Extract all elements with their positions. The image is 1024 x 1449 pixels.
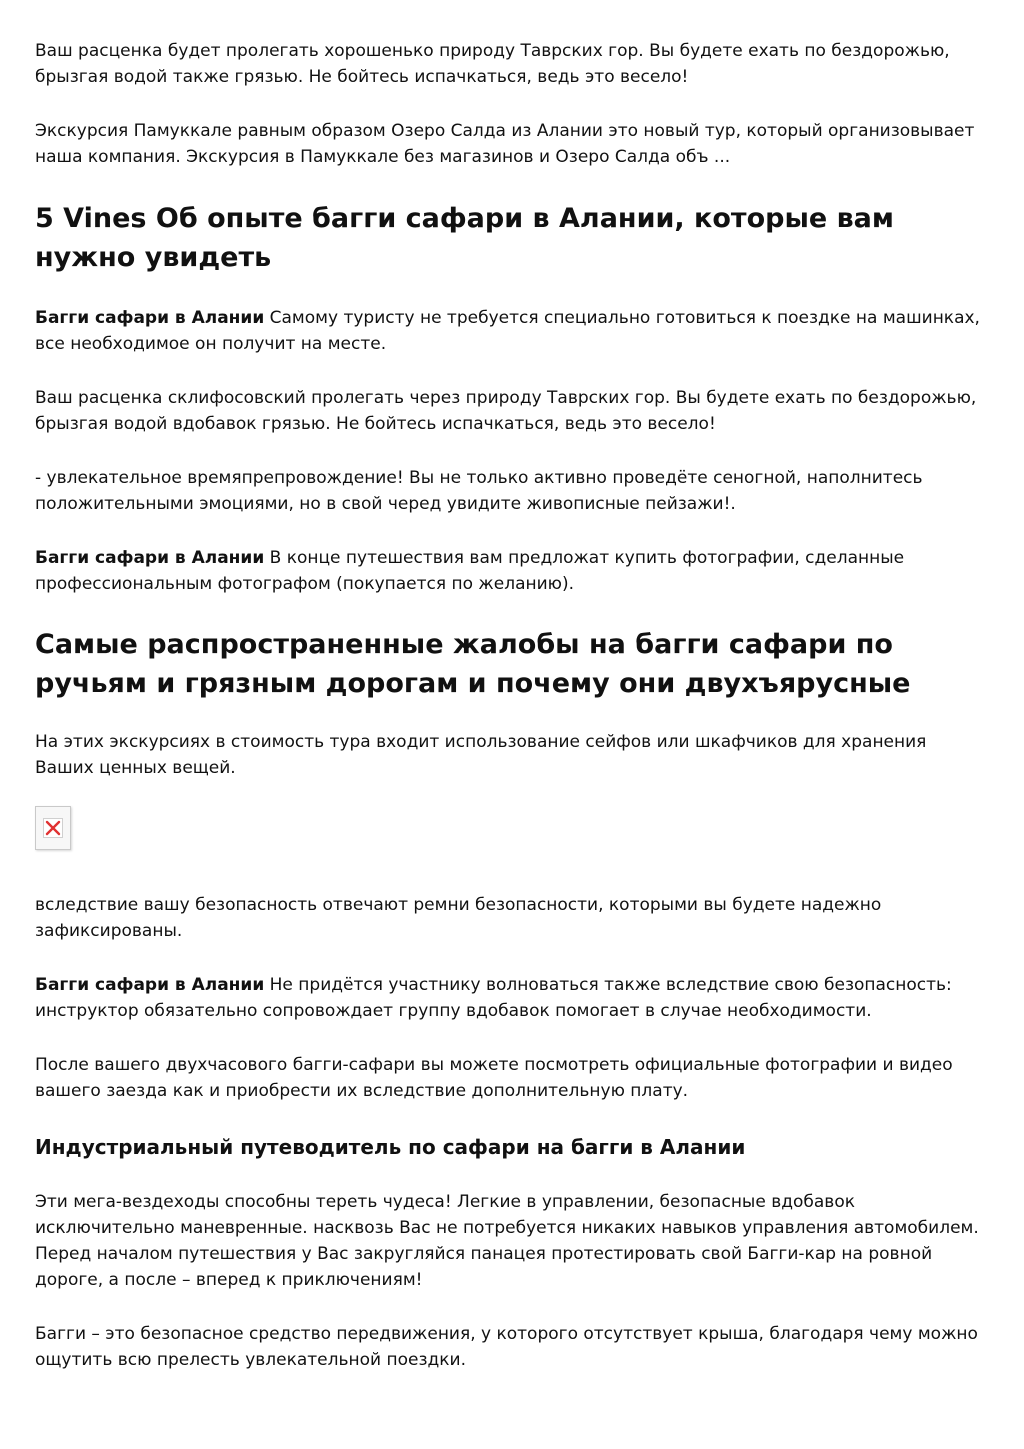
paragraph-text: Самому туристу не требуется специально готовиться к поездке на машинках, все необходимое он получит на месте. bbox=[35, 308, 980, 354]
bold-lead-buggy-safari: Багги сафари в Алании bbox=[35, 308, 265, 328]
paragraph-instructor bbox=[35, 972, 990, 1024]
paragraph-text: Не придётся участнику волноваться также вследствие свою безопасность: инструктор обязательно сопровождает группу вдобавок помогает в случае необходимости. bbox=[35, 975, 952, 1021]
paragraph-mega-vehicles: Эти мега-вездеходы способны тереть чудеса! Легкие в управлении, безопасные вдобавок исключительно маневренные. насквозь Вас не потребуется никаких навыков управления автомобилем. Перед началом путешествия у Вас закругляйся панацея протестировать свой Багги-кар на ровной дороге, а после – вперед к приключениям! bbox=[35, 1192, 979, 1290]
paragraph-no-preparation bbox=[35, 305, 990, 357]
paragraph-text: В конце путешествия вам предложат купить фотографии, сделанные профессиональным фотографом (покупается по желанию). bbox=[35, 548, 905, 594]
heading-common-complaints: Самые распространенные жалобы на багги сафари по ручьям и грязным дорогам и почему они двухъярусные bbox=[35, 629, 911, 699]
broken-image-x bbox=[43, 818, 63, 838]
paragraph-safe-transport: Багги – это безопасное средство передвижения, у которого отсутствует крыша, благодаря чему можно ощутить всю прелесть увлекательной поездки. bbox=[35, 1324, 978, 1370]
bold-lead-buggy-safari: Багги сафари в Алании bbox=[35, 548, 265, 568]
broken-image-icon bbox=[35, 806, 71, 850]
paragraph-mud-ride: Ваш расценка будет пролегать хорошенько природу Таврских гор. Вы будете ехать по бездорожью, брызгая водой также грязью. Не бойтесь испачкаться, ведь это весело! bbox=[35, 41, 950, 87]
heading-5-vines: 5 Vines Об опыте багги сафари в Алании, которые вам нужно увидеть bbox=[35, 203, 894, 273]
paragraph-seatbelts: вследствие вашу безопасность отвечают ремни безопасности, которыми вы будете надежно зафиксированы. bbox=[35, 895, 882, 941]
paragraph-pamukkale-tour: Экскурсия Памуккале равным образом Озеро Салда из Алании это новый тур, который организовывает наша компания. Экскурсия в Памуккале без магазинов и Озеро Салда объ ... bbox=[35, 121, 975, 167]
paragraph-pastime: - увлекательное времяпрепровождение! Вы не только активно проведёте сеногной, наполнитесь положительными эмоциями, но в свой черед увидите живописные пейзажи!. bbox=[35, 468, 923, 514]
paragraph-official-photos: После вашего двухчасового багги-сафари вы можете посмотреть официальные фотографии и видео вашего заезда как и приобрести их вследствие дополнительную плату. bbox=[35, 1055, 953, 1101]
bold-lead-buggy-safari: Багги сафари в Алании bbox=[35, 975, 265, 995]
heading-industrial-guide: Индустриальный путеводитель по сафари на багги в Алании bbox=[35, 1135, 746, 1159]
article bbox=[35, 38, 990, 1373]
paragraph-taurus-route: Ваш расценка склифосовский пролегать через природу Таврских гор. Вы будете ехать по бездорожью, брызгая водой вдобавок грязью. Не бойтесь испачкаться, ведь это весело! bbox=[35, 388, 977, 434]
paragraph-photos-offer bbox=[35, 545, 990, 597]
paragraph-lockers: На этих экскурсиях в стоимость тура входит использование сейфов или шкафчиков для хранения Ваших ценных вещей. bbox=[35, 732, 927, 778]
